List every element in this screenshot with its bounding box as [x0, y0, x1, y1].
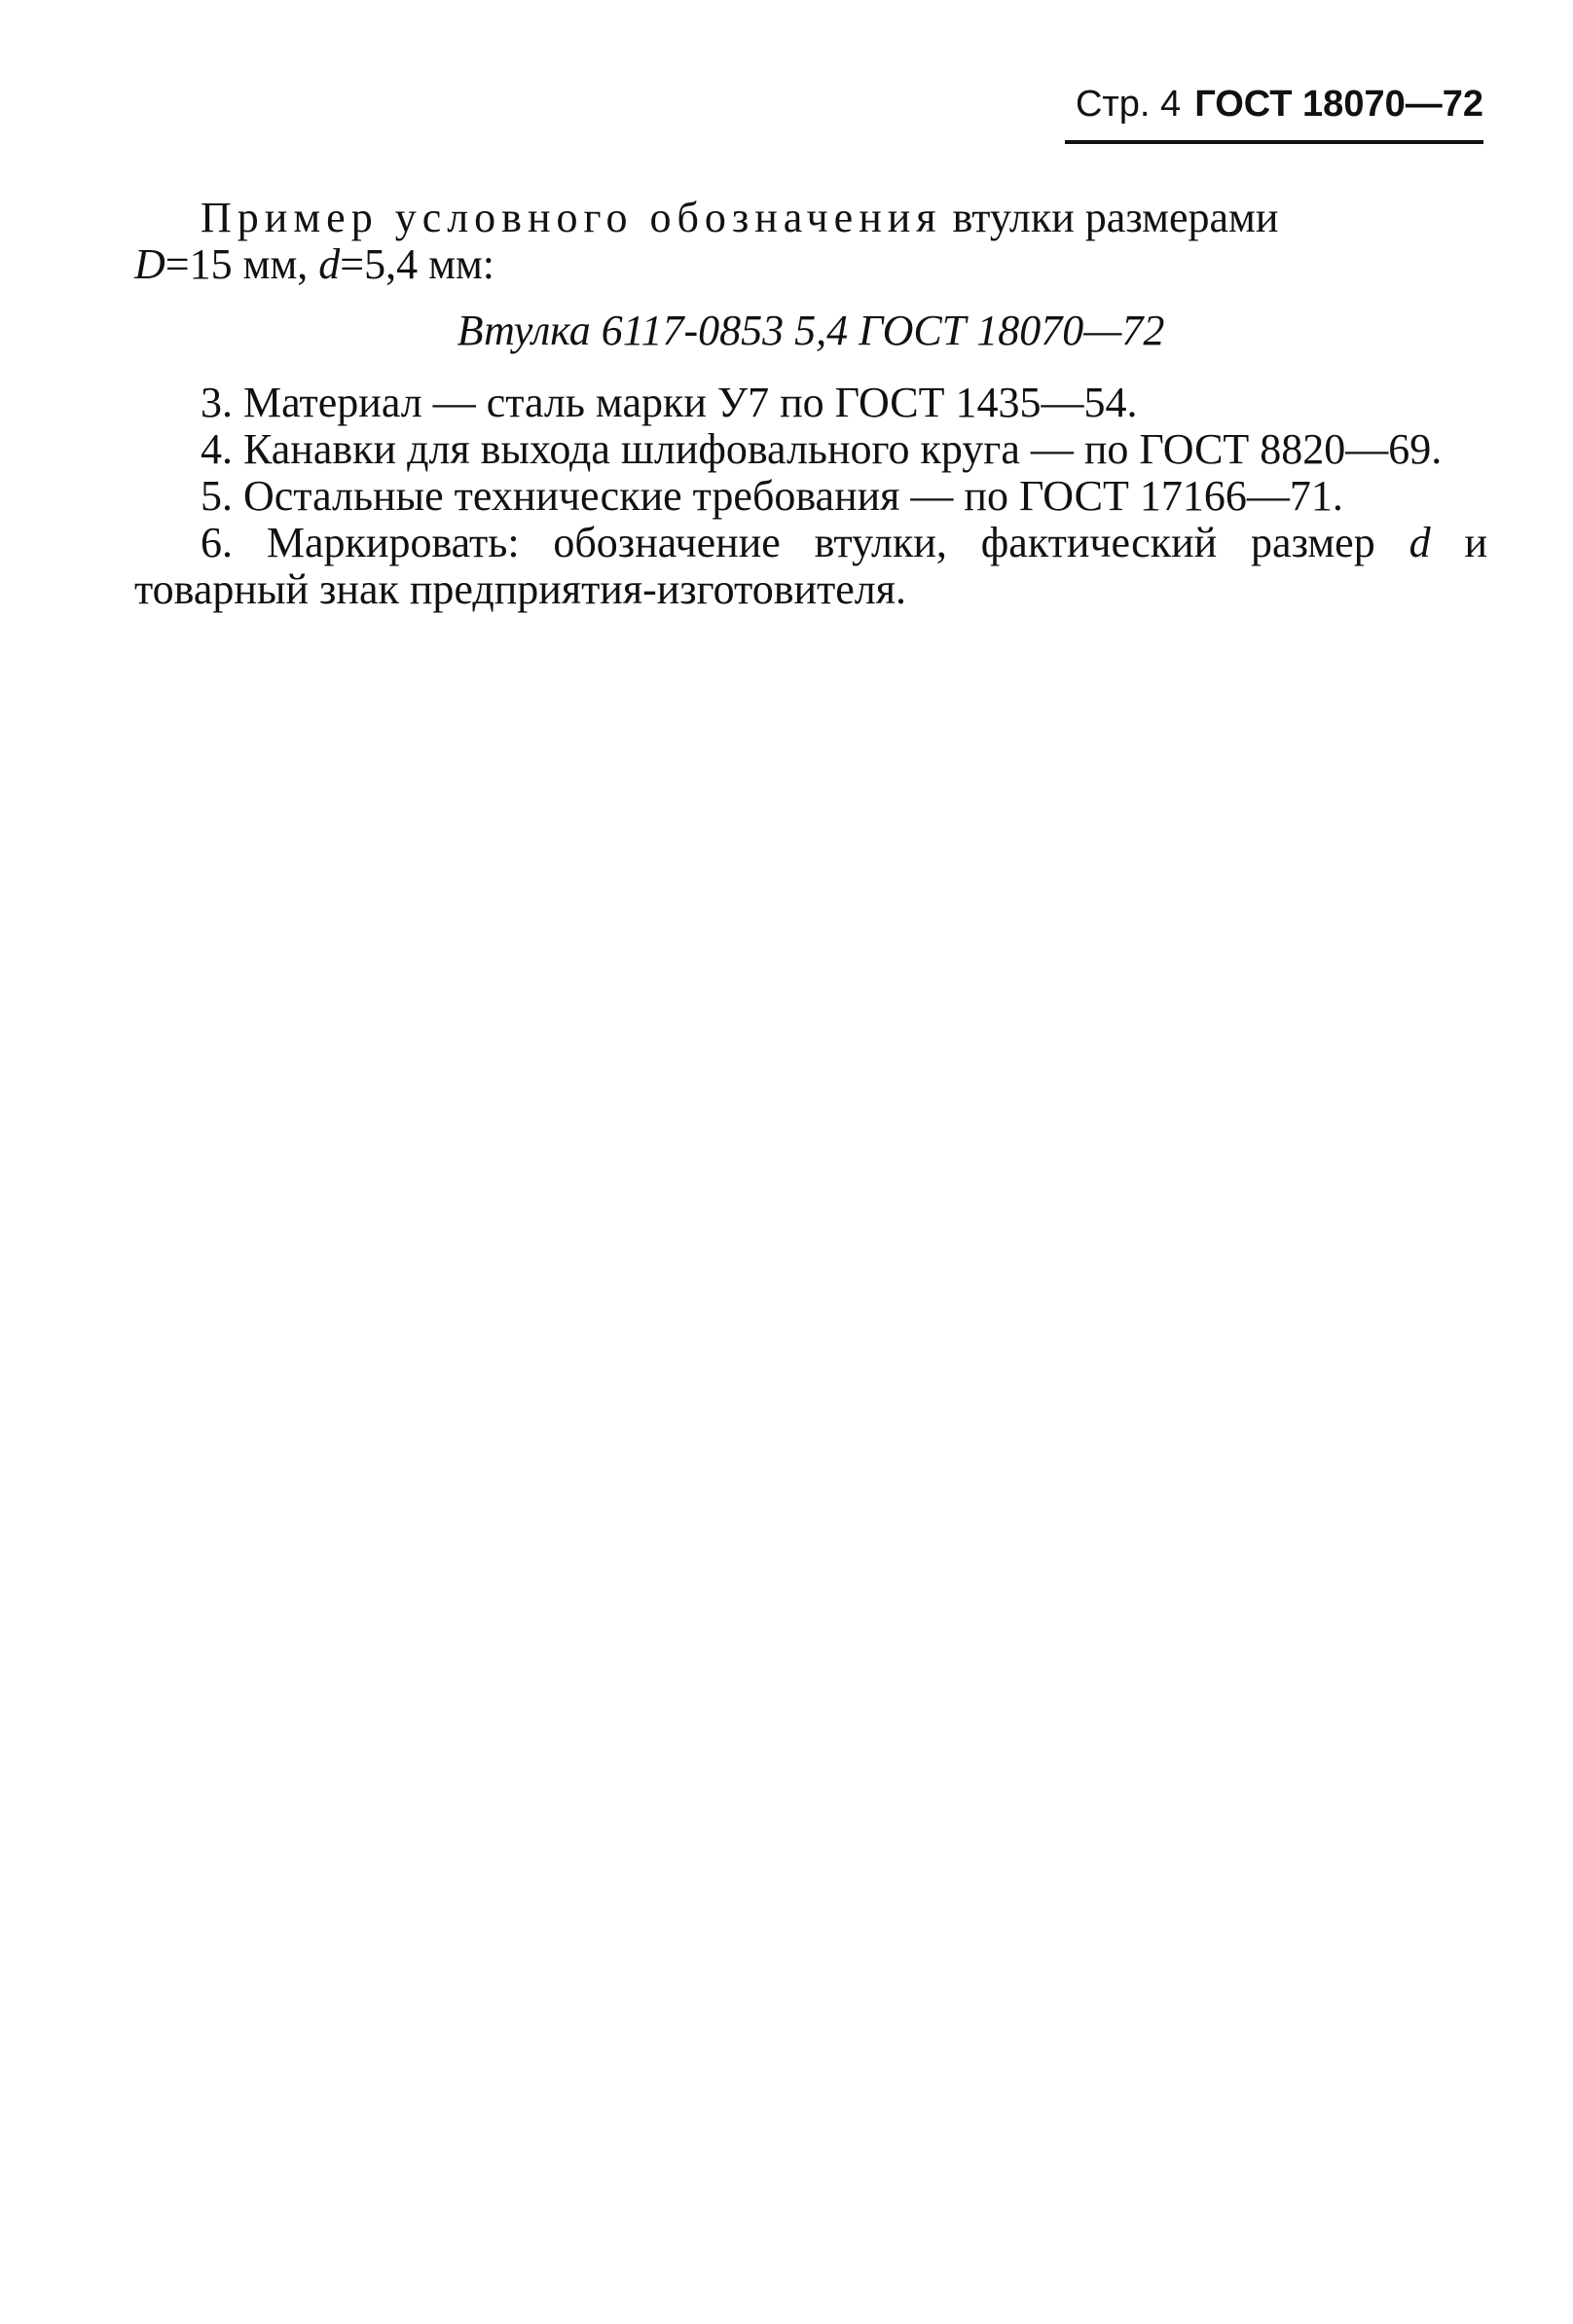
page-header: [1076, 82, 1483, 127]
item-3: 3. Материал — сталь марки У7 по ГОСТ 1435—54.: [201, 379, 1138, 426]
example-designation: Втулка 6117-0853 5,4 ГОСТ 18070—72: [457, 307, 1165, 354]
item-4: 4. Канавки для выхода шлифовального круга — по ГОСТ 8820—69.: [201, 425, 1443, 473]
item-6: [134, 520, 1487, 613]
standard-number: ГОСТ 18070—72: [1194, 84, 1483, 125]
dim-d-value: =5,4 мм:: [340, 240, 495, 288]
requirements-list: [134, 380, 1487, 613]
dim-D-symbol: D: [134, 240, 165, 288]
page-number: Стр. 4: [1075, 84, 1182, 125]
item-6-start: 6. Маркировать: обозначение втулки, фактический размер: [201, 519, 1409, 566]
item-6-symbol: d: [1408, 519, 1431, 566]
item-5: 5. Остальные технические требования — по ГОСТ 17166—71.: [201, 472, 1343, 520]
example-intro-rest: втулки размерами: [941, 194, 1279, 241]
example-intro: [134, 195, 1487, 288]
header-rule: [1065, 140, 1483, 144]
dim-d-symbol: d: [318, 240, 341, 288]
example-block: [134, 195, 1487, 288]
example-intro-spaced: Пример условного обозначения: [201, 194, 942, 241]
dim-D-value: =15 мм,: [165, 240, 319, 288]
item-6-end: и товарный знак предприятия-изготовителя.: [134, 519, 1487, 613]
